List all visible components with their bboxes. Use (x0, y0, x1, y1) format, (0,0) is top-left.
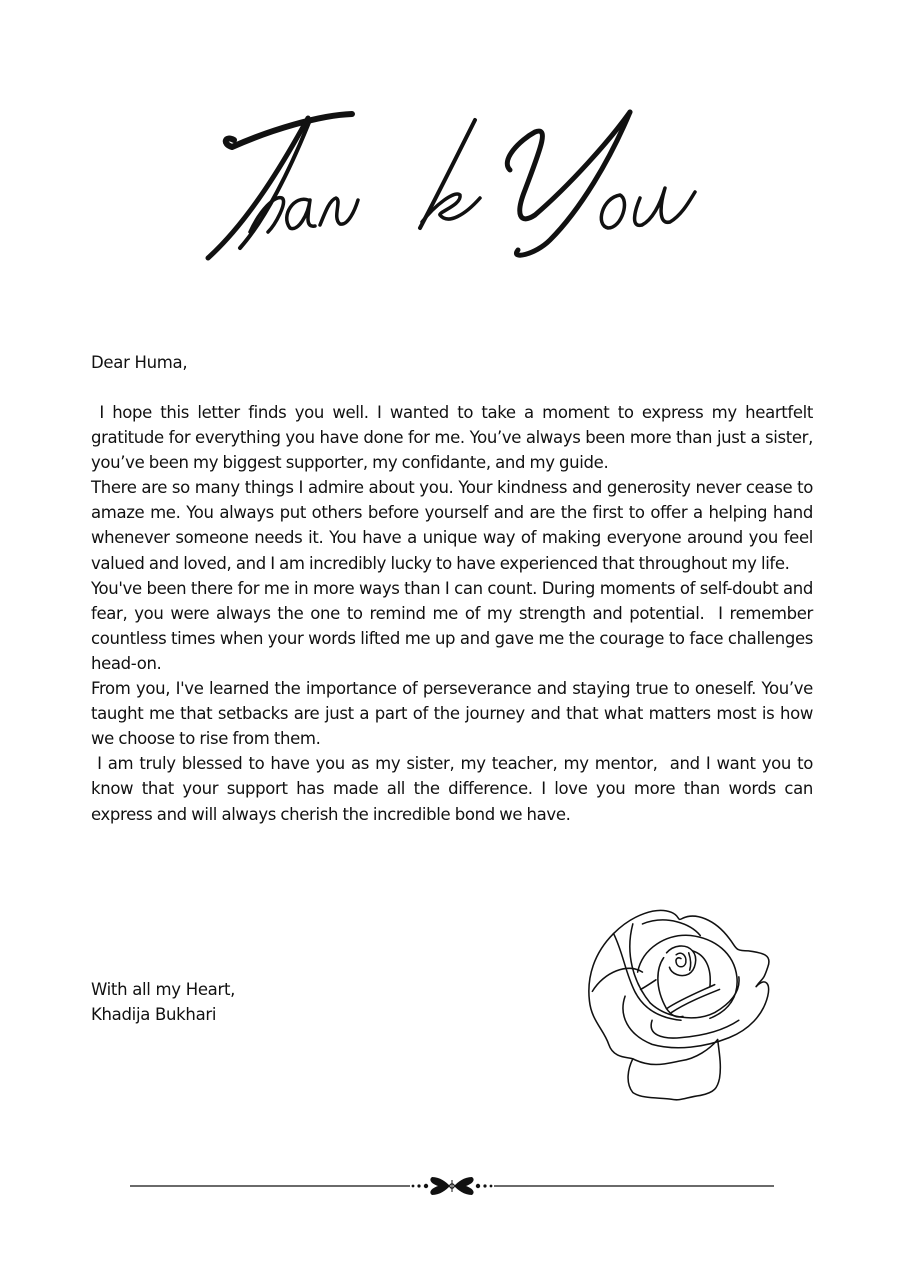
paragraph-1: I hope this letter finds you well. I wanted to take a moment to express my heartfelt gratitude for everything you have done for me. You’ve always been more than just a sister, you’ve been my biggest supporter, my confidante, and my guide. (91, 403, 813, 473)
closing-block (91, 977, 235, 1027)
paragraph-5: I am truly blessed to have you as my sister, my teacher, my mentor, and I want you to know that your support has made all the difference. I love you more than words can express and will always cherish the incredible bond we have. (91, 754, 813, 824)
thank-you-title (190, 100, 720, 280)
paragraph-2: There are so many things I admire about you. Your kindness and generosity never cease to amaze me. You always put others before yourself and are the first to offer a helping hand whenever someone needs it. You have a unique way of making everyone around you feel valued and loved, and I am incredibly lucky to have experienced that throughout my life. (91, 478, 813, 573)
ornamental-divider (130, 1172, 774, 1200)
paragraph-4: From you, I've learned the importance of perseverance and staying true to oneself. You’ve taught me that setbacks are just a part of the journey and that what matters most is how we choose to rise from them. (91, 679, 813, 749)
paragraph-3: You've been there for me in more ways than I can count. During moments of self-doubt and fear, you were always the one to remind me of my strength and potential. I remember countless times when your words lifted me up and gave me the courage to face challenges head-on. (91, 578, 813, 673)
salutation: Dear Huma, (91, 353, 188, 372)
closing-line: With all my Heart, (91, 980, 236, 999)
thank-you-script-icon (190, 100, 720, 280)
rose-outline-icon (575, 895, 787, 1107)
letter-body (91, 400, 813, 827)
rose-illustration (575, 895, 787, 1107)
ornamental-bow-divider-icon (130, 1172, 774, 1200)
signature: Khadija Bukhari (91, 1005, 217, 1024)
